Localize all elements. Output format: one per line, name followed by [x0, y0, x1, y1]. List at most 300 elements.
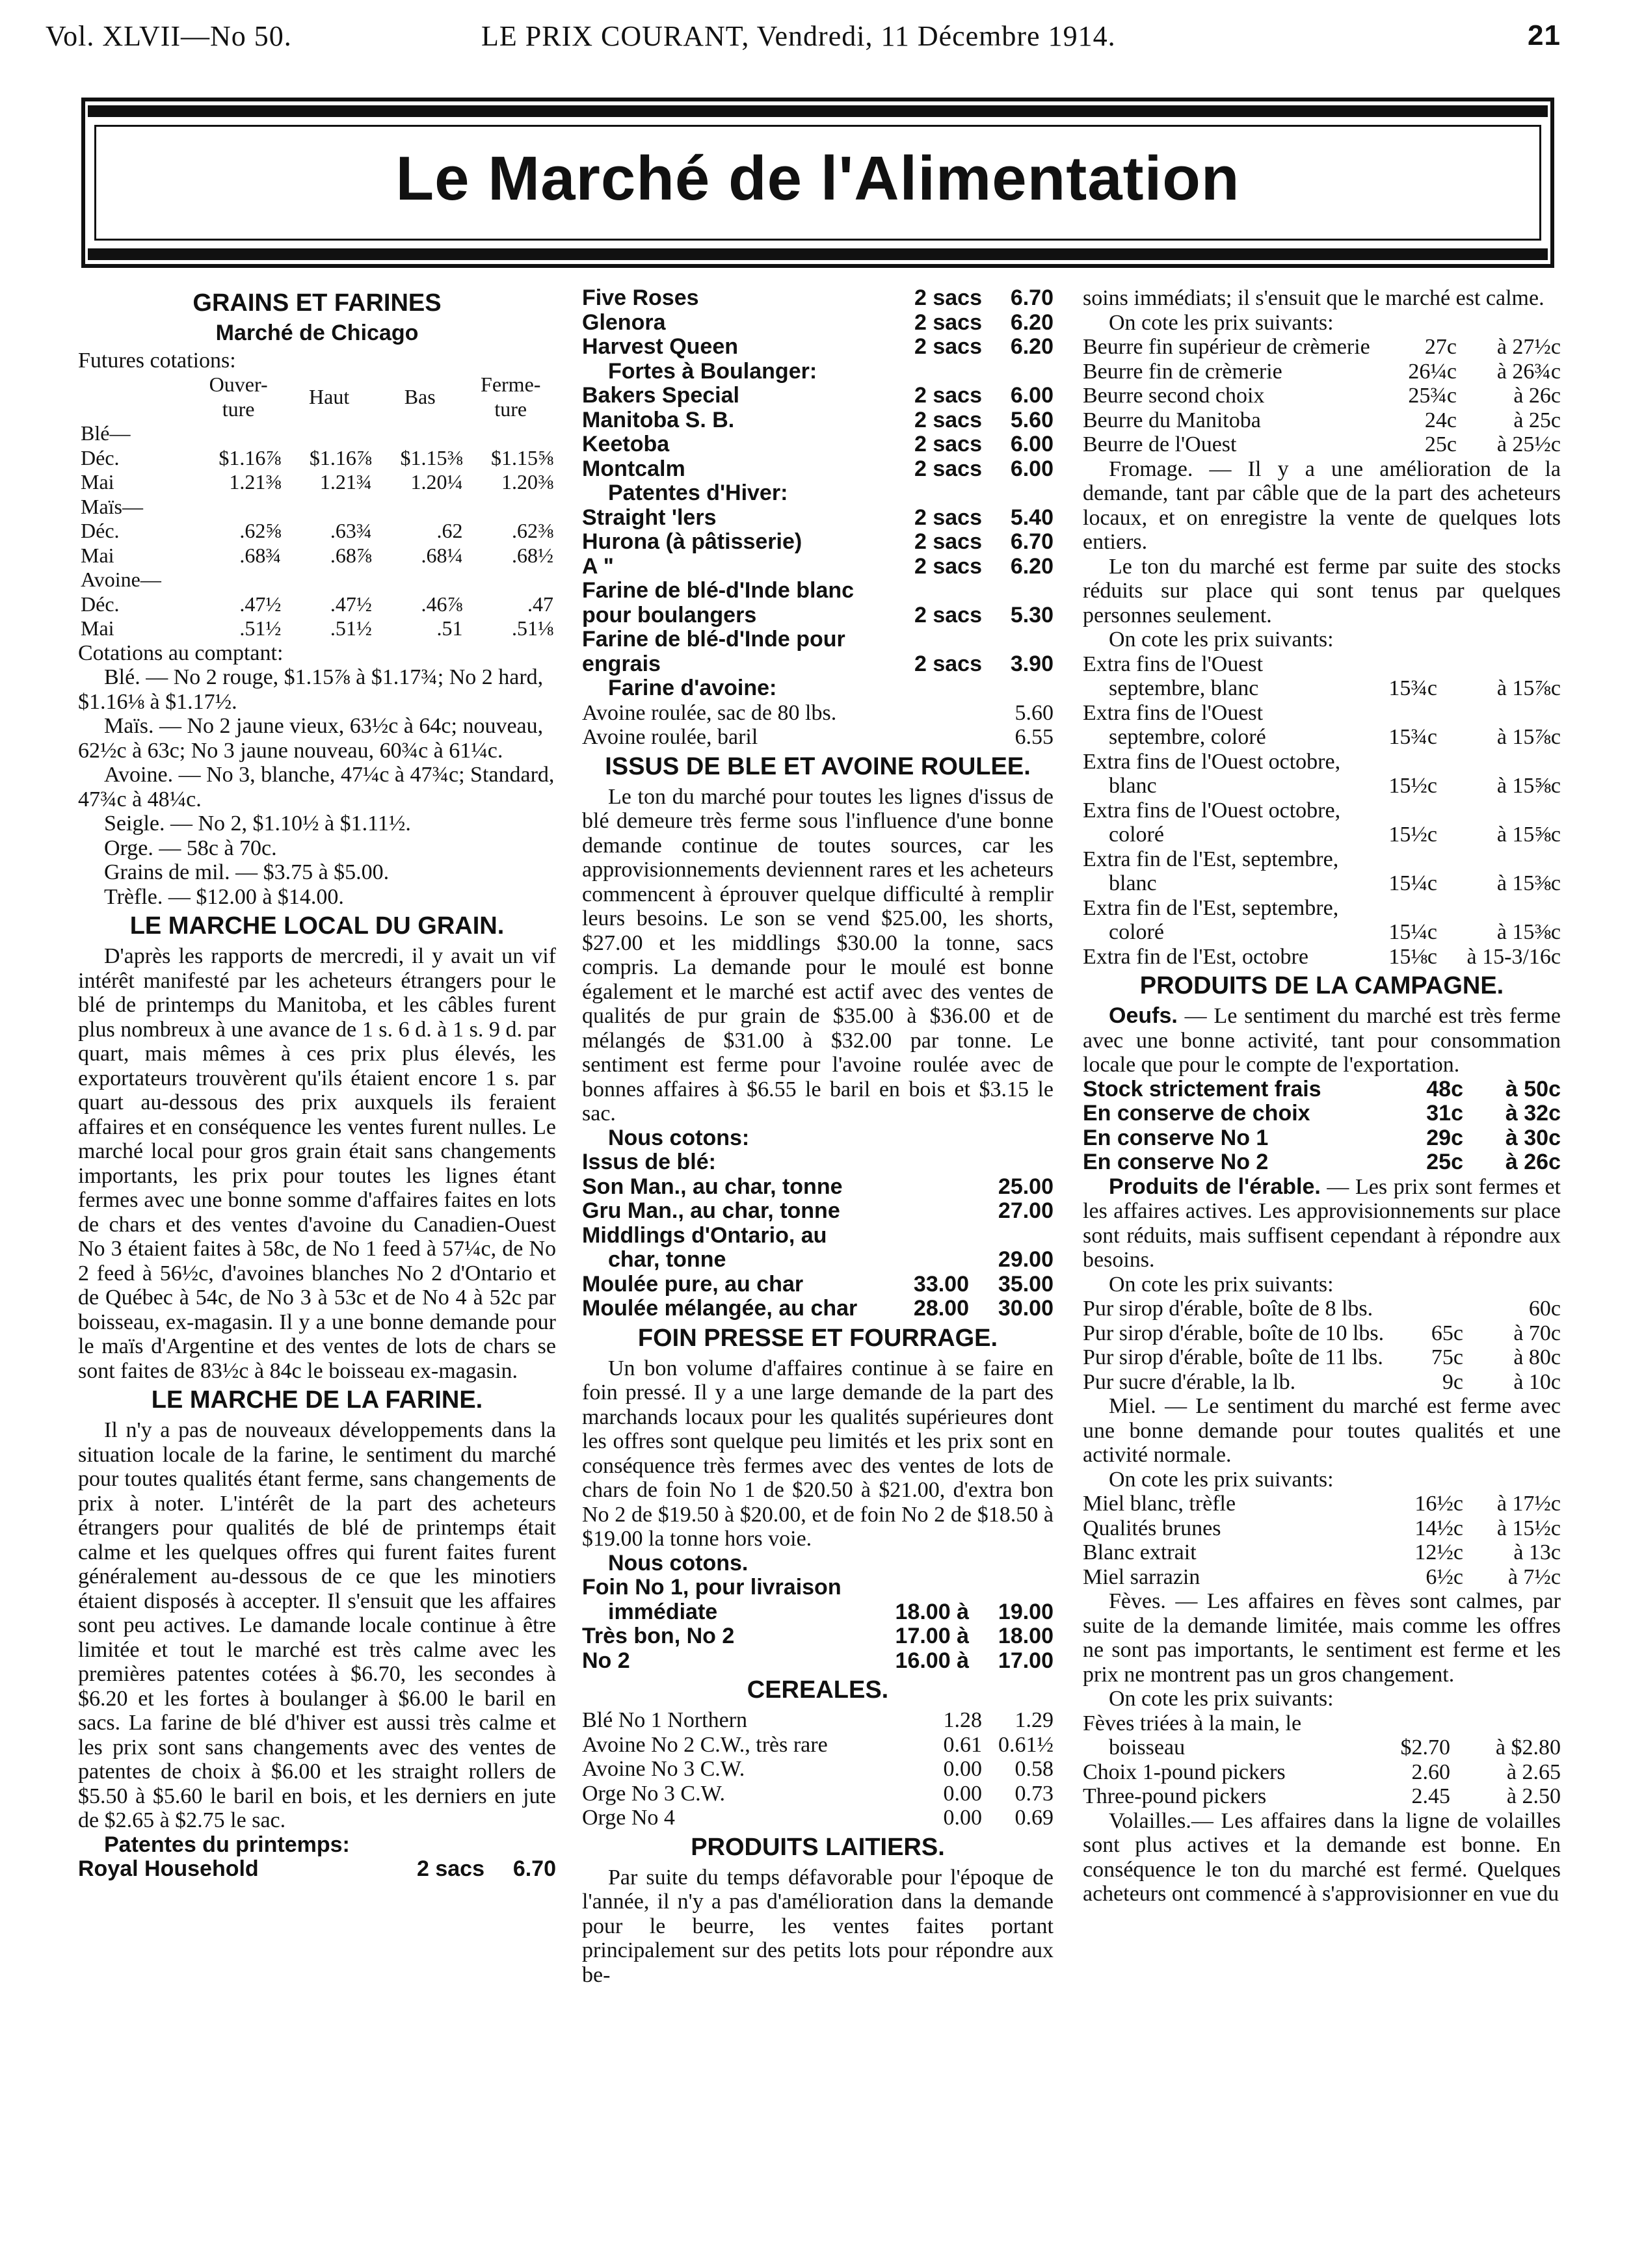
item-value-high: à 80c — [1513, 1345, 1561, 1369]
comptant-label: Cotations au comptant: — [78, 640, 284, 665]
item-name: Choix 1-pound pickers — [1083, 1760, 1286, 1784]
issus-text: Le ton du marché pour toutes les lignes d'issus de blé demeure très ferme sous l'influence d'une bonne demande continue de toutes sources, car les approvisionnements deviennent rares et les acheteurs commencent à éprouver quelque difficulté à remplir leurs besoins. Le son se vend $25.00, les shorts, $27.00 et les middlings $30.00 la tonne, sacs compris. La demande pour le moulé est bonne également et le marché est actif avec des ventes de qualités de pur grain de $35.00 à $36.00 et de mélangés de $31.00 à $32.00 par tonne. Le sentiment est ferme pour l'avoine roulée avec de bonnes affaires à $6.55 le baril en bois et $3.15 le sac. — [582, 784, 1054, 1126]
futures-table — [78, 373, 556, 641]
price-row — [1083, 945, 1561, 969]
column-1 — [78, 286, 556, 1882]
miel-text: Miel. — Le sentiment du marché est ferme avec une bonne demande pour toutes qualités et une activité normale. — [1083, 1394, 1561, 1467]
item-name: Avoine roulée, sac de 80 lbs. — [582, 700, 837, 725]
comptant-line: Blé. — No 2 rouge, $1.15⅞ à $1.17¾; No 2 hard, $1.16⅛ à $1.17½. — [78, 665, 544, 714]
item-unit: 2 sacs — [914, 407, 982, 432]
item-name: Moulée mélangée, au char — [582, 1297, 858, 1321]
item-name: Extra fins de l'Ouest septembre, coloré — [1083, 700, 1266, 749]
price-row — [582, 1272, 1054, 1297]
futures-cell: .62⅜ — [512, 519, 553, 542]
erable-label: Produits de l'érable. — [1109, 1174, 1321, 1199]
item-value-low: 0.00 — [943, 1757, 982, 1781]
item-value-high: à 25½c — [1496, 432, 1561, 456]
laitiers-text: Par suite du temps défavorable pour l'époque de l'année, il n'y a pas d'amélioration dans la demande pour le beurre, les ventes faites portant principalement sur des petits lots pour répondre aux be- — [582, 1865, 1054, 1987]
price-row — [1083, 750, 1561, 798]
price-row — [582, 1782, 1054, 1806]
foin-list — [582, 1576, 1054, 1673]
item-unit: 2 sacs — [914, 432, 982, 456]
futures-header-cell — [78, 373, 193, 421]
item-name: Moulée pure, au char — [582, 1272, 804, 1297]
futures-cell: .47 — [527, 592, 553, 616]
item-unit: 2 sacs — [914, 553, 982, 579]
item-name: Foin No 1, pour livraison immédiate — [582, 1576, 842, 1624]
cote-label-4: On cote les prix suivants: — [1109, 1467, 1334, 1492]
banner-bottom-rule — [88, 248, 1548, 260]
item-value-high: à 15⅜c — [1496, 920, 1561, 944]
price-row — [582, 432, 1054, 457]
futures-cell: 1.21¾ — [319, 470, 372, 494]
issus-list — [582, 1175, 1054, 1321]
futures-cell — [193, 568, 284, 592]
futures-header-cell: Ferme- ture — [481, 373, 541, 421]
fromage-list — [1083, 652, 1561, 969]
futures-cell: 1.20⅜ — [501, 470, 553, 494]
item-value-low: 6½c — [1425, 1564, 1463, 1589]
item-name: Extra fin de l'Est, septembre, coloré — [1083, 895, 1339, 944]
comptant-line: Avoine. — No 3, blanche, 47¼c à 47¾c; Standard, 47¾c à 48¼c. — [78, 763, 555, 811]
item-name: Beurre de l'Ouest — [1083, 432, 1237, 456]
price-row — [582, 1649, 1054, 1674]
banner-title: Le Marché de l'Alimentation — [395, 144, 1240, 213]
item-unit: 2 sacs — [914, 602, 982, 627]
running-header — [46, 20, 1561, 59]
price-row — [582, 1576, 1054, 1624]
futures-row — [78, 495, 556, 520]
item-value-high: à $2.80 — [1495, 1735, 1561, 1760]
futures-cell: Mai — [81, 470, 114, 494]
price-row — [582, 1199, 1054, 1224]
grains-title: GRAINS ET FARINES — [192, 289, 442, 317]
item-name: Three-pound pickers — [1083, 1784, 1267, 1808]
miel-list — [1083, 1492, 1561, 1589]
price-row — [1083, 1565, 1561, 1590]
item-value-high: à 32c — [1505, 1101, 1561, 1126]
item-name: Miel blanc, trèfle — [1083, 1492, 1236, 1516]
item-value-low: 26¼c — [1408, 359, 1457, 384]
item-value-low: 0.00 — [943, 1806, 982, 1830]
item-name: Fèves triées à la main, le boisseau — [1083, 1711, 1302, 1760]
item-value-high: 30.00 — [998, 1296, 1054, 1321]
item-value-high: à 26¾c — [1496, 359, 1561, 384]
item-value-high: à 10c — [1513, 1369, 1561, 1394]
item-value-high: 0.73 — [1014, 1781, 1054, 1806]
futures-cell: Déc. — [81, 519, 120, 542]
avoine-label: Farine d'avoine: — [608, 676, 777, 700]
futures-cell: .51½ — [330, 616, 372, 640]
price-row — [1083, 701, 1561, 750]
item-value-low: 16½c — [1414, 1492, 1463, 1516]
item-unit: 2 sacs — [914, 651, 982, 676]
futures-cell — [465, 568, 556, 592]
item-value-low: 48c — [1426, 1076, 1463, 1101]
futures-row — [78, 568, 556, 592]
comptant-line: Trèfle. — $12.00 à $14.00. — [104, 884, 344, 909]
hiver-label: Patentes d'Hiver: — [608, 481, 788, 505]
futures-cell — [284, 421, 375, 446]
item-unit: 2 sacs — [914, 505, 982, 530]
item-value-high: à 15⅝c — [1496, 823, 1561, 847]
item-value-high: 17.00 — [998, 1648, 1054, 1673]
price-row — [582, 1624, 1054, 1649]
item-name: Royal Household — [78, 1857, 259, 1881]
price-row — [582, 1297, 1054, 1321]
item-name: Beurre fin de crèmerie — [1083, 359, 1282, 384]
futures-cell: .47½ — [330, 592, 372, 616]
item-name: Pur sirop d'érable, boîte de 8 lbs. — [1083, 1297, 1373, 1321]
price-row — [1083, 335, 1561, 360]
futures-row — [78, 421, 556, 446]
futures-cell: $1.16⅞ — [219, 445, 282, 469]
comptant-line: Maïs. — No 2 jaune vieux, 63½c à 64c; nouveau, 62½c à 63c; No 3 jaune nouveau, 60¾c à 61¼c. — [78, 714, 544, 763]
item-value-low: 25¾c — [1408, 384, 1457, 408]
fromage-text-2: Le ton du marché est ferme par suite des stocks réduits sur place qui sont tenus par quelques personnes seulement. — [1083, 554, 1561, 627]
item-value-low: 33.00 — [913, 1271, 969, 1297]
item-value-high: à 15⅝c — [1496, 774, 1561, 798]
item-value-high: 1.29 — [1014, 1708, 1054, 1732]
futures-label: Futures cotations: — [78, 348, 236, 373]
price-row — [582, 1733, 1054, 1758]
foin-title: FOIN PRESSE ET FOURRAGE. — [637, 1324, 998, 1352]
comptant-list — [78, 665, 556, 909]
futures-cell: .51⅛ — [512, 616, 553, 640]
item-name: Straight 'lers — [582, 505, 717, 530]
item-value-high: 0.61½ — [998, 1732, 1054, 1757]
flour-list-a — [582, 286, 1054, 360]
item-value-low: 16.00 à — [895, 1648, 969, 1673]
oeufs-label: Oeufs. — [1109, 1003, 1178, 1028]
price-row — [1083, 1126, 1561, 1151]
futures-cell — [375, 421, 466, 446]
price-row — [1083, 896, 1561, 945]
issus-label: Issus de blé: — [582, 1150, 716, 1174]
item-value-low: 25c — [1426, 1150, 1463, 1174]
campagne-title: PRODUITS DE LA CAMPAGNE. — [1139, 972, 1504, 999]
price-row — [1083, 1077, 1561, 1102]
oeufs-text: — Le sentiment du marché est très ferme avec une bonne activité, tant pour consommation locale que pour le compte de l'exportation. — [1083, 1004, 1561, 1077]
column-2 — [582, 286, 1054, 1987]
cereales-title: CEREALES. — [747, 1676, 889, 1704]
item-value-low: 15¼c — [1388, 871, 1437, 895]
item-value-low: 25c — [1424, 432, 1457, 456]
item-value-high: à 17½c — [1496, 1492, 1561, 1516]
item-name: Hurona (à pâtisserie) — [582, 530, 802, 554]
avoine-list — [582, 701, 1054, 750]
item-value-low: 17.00 à — [895, 1624, 969, 1648]
item-value-low: 15½c — [1388, 823, 1437, 847]
price-row — [582, 1757, 1054, 1782]
item-name: Très bon, No 2 — [582, 1624, 735, 1648]
item-name: Beurre du Manitoba — [1083, 408, 1261, 432]
price-row — [1083, 1784, 1561, 1809]
futures-cell — [193, 495, 284, 520]
item-value-high: à 15⅞c — [1496, 725, 1561, 749]
price-row — [582, 457, 1054, 482]
futures-cell — [375, 495, 466, 520]
price-row — [1083, 652, 1561, 701]
erable-list — [1083, 1297, 1561, 1394]
item-name: Extra fins de l'Ouest septembre, blanc — [1083, 652, 1264, 700]
item-name: Gru Man., au char, tonne — [582, 1199, 840, 1223]
item-name: Extra fin de l'Est, octobre — [1083, 944, 1308, 969]
item-name: Blé No 1 Northern — [582, 1708, 748, 1732]
price-row — [1083, 1297, 1561, 1321]
erable-paragraph — [1083, 1175, 1561, 1272]
futures-cell: Déc. — [81, 592, 120, 616]
local-grain-text: D'après les rapports de mercredi, il y avait un vif intérêt manifesté par les acheteurs étrangers pour le blé de printemps du Manitoba, et les câbles furent plus nombreux à une avance de 1 s. 6 d. à 1 s. 9 d. par quart, mais mêmes à ces prix plus élevés, les exportateurs trouvèrent qu'ils étaient encore 1 s. par quart au-dessous des prix auxquels ils feraient affaires et en conséquence les ventes furent nulles. Le marché local pour gros grain était sans changements importants, les prix pour toutes les lignes étant fermes avec une bonne somme d'affaires faites en lots de chars et des ventes d'avoine du Canadien-Ouest No 3 étaient faites à 58c, de No 1 feed à 57¼c, de No 2 feed à 56½c, d'avoines blanches No 2 d'Ontario et de Québec à 54c, de No 3 à 53c et de No 4 à 52c par boisseau, ex-magasin. Il y a une bonne demande pour le maïs d'Argentine et des ventes de lots de chars se sont faites de 83½c à 84c le boisseau ex-magasin. — [78, 944, 556, 1383]
item-name: Beurre fin supérieur de crèmerie — [1083, 335, 1370, 359]
beurre-intro-text: soins immédiats; il s'ensuit que le marché est calme. — [1083, 286, 1545, 310]
price-row — [1083, 1321, 1561, 1346]
futures-header-cell: Haut — [309, 384, 350, 408]
item-value-low: 28.00 — [913, 1296, 969, 1321]
item-price: 5.60 — [1010, 407, 1054, 432]
beurre-list — [1083, 335, 1561, 457]
price-row — [582, 384, 1054, 408]
price-row — [582, 1224, 1054, 1272]
item-value-high: à 15⅞c — [1496, 676, 1561, 700]
price-row — [1083, 432, 1561, 457]
price-row — [1083, 360, 1561, 384]
futures-row — [78, 446, 556, 471]
futures-cell: Déc. — [81, 445, 120, 469]
item-price: 5.30 — [1010, 602, 1054, 627]
item-name: En conserve No 1 — [1083, 1126, 1269, 1150]
futures-row — [78, 470, 556, 495]
item-price: 6.00 — [1010, 432, 1054, 456]
item-name: Bakers Special — [582, 384, 739, 408]
item-value-high: à 15-3/16c — [1466, 944, 1561, 969]
farine-text: Il n'y a pas de nouveaux développements dans la situation locale de la farine, le sentiment du marché pour toutes qualités étant ferme, sans changements de prix à noter. L'intérêt de la part des acheteurs étrangers pour qualités de blé de printemps était calme et les quelques offres qui furent faites furent généralement au-dessous de ce que les minotiers étaient disposés à accepter. Il s'ensuit que les affaires sont peu actives. Le damande locale continue à être limitée et tout le marché est très calme avec les premières patentes cotées à $6.70, les secondes à $6.20 et les fortes à boulanger à $6.00 le baril en sacs. La farine de blé d'hiver est aussi très calme et les prix sont sans changements avec des ventes de patentes de choix à $6.00 et les straight rollers de $5.50 à $5.60 le baril en bois, et les derniers en jute de $2.65 à $2.75 le sac. — [78, 1418, 556, 1832]
item-name: Avoine No 2 C.W., très rare — [582, 1732, 828, 1757]
price-row — [1083, 1345, 1561, 1370]
price-row — [582, 1708, 1054, 1733]
journal-title-date: LE PRIX COURANT, Vendredi, 11 Décembre 1914. — [481, 20, 1116, 52]
item-name: Farine de blé-d'Inde pour engrais — [582, 627, 845, 676]
item-value-high: à 26c — [1513, 384, 1561, 408]
fortes-label: Fortes à Boulanger: — [608, 358, 817, 384]
oeufs-paragraph — [1083, 1004, 1561, 1077]
feves-text: Fèves. — Les affaires en fèves sont calmes, par suite de la demande limitée, mais comme les offres ne sont pas importants, le sentiment est ferme et les prix ne montrent pas un gros changement. — [1083, 1589, 1561, 1687]
futures-cell: .63¾ — [330, 519, 372, 542]
price-row — [582, 1806, 1054, 1830]
laitiers-title: PRODUITS LAITIERS. — [691, 1833, 945, 1861]
item-value-high: à 2.65 — [1506, 1760, 1561, 1784]
price-row — [1083, 1760, 1561, 1785]
futures-cell: Blé— — [81, 421, 131, 445]
item-value-high: 35.00 — [998, 1271, 1054, 1297]
futures-row — [78, 544, 556, 568]
futures-cell — [465, 495, 556, 520]
volailles-text: Volailles.— Les affaires dans la ligne de volailles sont plus actives et la demande est bonne. En conséquence le ton du marché est fermé. Quelques acheteurs ont commencé à s'approvisionner en vue du — [1083, 1808, 1561, 1906]
item-name: Farine de blé-d'Inde blanc pour boulangers — [582, 579, 855, 627]
flour-list-b — [582, 384, 1054, 481]
futures-cell: 1.20¼ — [410, 470, 463, 494]
nous-cotons-label-2: Nous cotons. — [608, 1550, 749, 1576]
volume-number: Vol. XLVII—No 50. — [46, 20, 292, 52]
item-name: Extra fin de l'Est, septembre, blanc — [1083, 847, 1339, 895]
item-price: 5.60 — [1014, 700, 1054, 725]
price-row — [582, 1175, 1054, 1200]
futures-cell: $1.15⅜ — [400, 445, 463, 469]
futures-cell — [465, 421, 556, 446]
item-value-high: à 15½c — [1496, 1516, 1561, 1540]
item-value-low: 2.45 — [1411, 1784, 1450, 1808]
item-name: No 2 — [582, 1648, 630, 1673]
item-name: Keetoba — [582, 432, 670, 456]
price-row — [582, 335, 1054, 360]
cereales-list — [582, 1708, 1054, 1830]
item-value-low: 15¼c — [1388, 920, 1437, 944]
price-row — [582, 725, 1054, 750]
futures-row — [78, 616, 556, 641]
futures-cell: Maïs— — [81, 494, 143, 518]
item-value-low: 14½c — [1414, 1516, 1463, 1540]
erable-text: — Les prix sont fermes et les affaires actives. Les approvisionnements sur place sont réduits, mais suffisent cependant à répondre aux besoins. — [1083, 1174, 1561, 1272]
price-row — [1083, 1150, 1561, 1175]
item-unit: 2 sacs — [914, 383, 982, 408]
item-name: Extra fins de l'Ouest octobre, coloré — [1083, 798, 1341, 847]
futures-row — [78, 519, 556, 544]
farine-title: LE MARCHE DE LA FARINE. — [151, 1386, 483, 1414]
futures-cell — [284, 568, 375, 592]
page-number: 21 — [1528, 20, 1561, 51]
item-value-low: 15½c — [1388, 774, 1437, 798]
futures-cell: $1.15⅝ — [491, 445, 553, 469]
comptant-line: Grains de mil. — $3.75 à $5.00. — [104, 860, 390, 884]
column-3 — [1083, 286, 1561, 1906]
item-value-high: à 2.50 — [1506, 1784, 1561, 1808]
section-banner — [81, 98, 1554, 268]
item-value-low: 15¾c — [1388, 725, 1437, 749]
item-unit: 2 sacs — [914, 310, 982, 335]
item-price: 5.40 — [1010, 505, 1054, 530]
fromage-text: Fromage. — Il y a une amélioration de la demande, tant par câble que de la part des acheteurs locaux, et on enregistre la vente de quelques lots entiers. — [1083, 456, 1561, 554]
item-unit: 2 sacs — [914, 334, 982, 359]
item-price: 3.90 — [1010, 651, 1054, 676]
item-value-high: à 30c — [1505, 1125, 1561, 1150]
item-name: Orge No 4 — [582, 1806, 675, 1830]
item-value-low: 0.00 — [943, 1781, 982, 1806]
item-name: Montcalm — [582, 456, 685, 481]
item-name: A " — [582, 554, 614, 579]
futures-cell: .68¼ — [421, 543, 463, 567]
banner-top-rule — [88, 105, 1548, 117]
item-name: Orge No 3 C.W. — [582, 1781, 726, 1806]
item-name: Middlings d'Ontario, au char, tonne — [582, 1223, 827, 1272]
item-value-low: 27c — [1424, 335, 1457, 359]
price-row — [1083, 384, 1561, 408]
printemps-label: Patentes du printemps: — [104, 1832, 350, 1857]
item-value-high: 0.58 — [1014, 1757, 1054, 1781]
item-name: Avoine roulée, baril — [582, 725, 758, 749]
item-name: Pur sucre d'érable, la lb. — [1083, 1369, 1296, 1394]
futures-cell: .47½ — [239, 592, 282, 616]
feves-list — [1083, 1711, 1561, 1809]
price-row — [1083, 1540, 1561, 1565]
item-name: Manitoba S. B. — [582, 408, 735, 432]
futures-cell: .51 — [436, 616, 463, 640]
item-price: 6.70 — [1010, 529, 1054, 554]
price-row — [582, 579, 1054, 627]
price-row — [582, 506, 1054, 531]
item-name: Stock strictement frais — [1083, 1077, 1321, 1101]
item-value-high: à 50c — [1505, 1076, 1561, 1101]
futures-cell: 1.21⅜ — [229, 470, 282, 494]
comptant-line: Seigle. — No 2, $1.10½ à $1.11½. — [104, 811, 411, 836]
price-row — [582, 555, 1054, 579]
item-value-high: 0.69 — [1014, 1806, 1054, 1830]
price-row — [582, 530, 1054, 555]
flour-list-c — [582, 506, 1054, 677]
price-row — [1083, 798, 1561, 847]
item-name: Miel sarrazin — [1083, 1564, 1200, 1589]
item-value-low: 0.61 — [943, 1732, 982, 1757]
item-value-low: 29c — [1426, 1125, 1463, 1150]
item-name: Harvest Queen — [582, 335, 738, 359]
futures-cell: .62⅝ — [239, 519, 282, 542]
item-value-high: 27.00 — [998, 1198, 1054, 1223]
futures-cell: .68¾ — [239, 543, 282, 567]
price-row — [78, 1857, 556, 1882]
item-value-high: à 7½c — [1507, 1564, 1561, 1589]
futures-cell: Mai — [81, 543, 114, 567]
item-value-high: à 27½c — [1496, 335, 1561, 359]
item-value-high: à 25c — [1513, 408, 1561, 432]
cote-label-5: On cote les prix suivants: — [1109, 1687, 1334, 1711]
item-value-low: 15⅛c — [1388, 944, 1437, 969]
item-name: Blanc extrait — [1083, 1540, 1197, 1564]
item-value-low: 12½c — [1414, 1540, 1463, 1564]
price-row — [582, 627, 1054, 676]
item-price: 6.20 — [1010, 553, 1054, 579]
price-row — [1083, 847, 1561, 896]
item-price: 6.20 — [1010, 334, 1054, 359]
price-row — [582, 311, 1054, 336]
futures-cell: .46⅞ — [421, 592, 463, 616]
item-name: Pur sirop d'érable, boîte de 11 lbs. — [1083, 1345, 1383, 1369]
item-name: Five Roses — [582, 286, 699, 310]
futures-cell: Avoine— — [81, 568, 161, 591]
price-row — [1083, 1492, 1561, 1516]
futures-cell — [375, 568, 466, 592]
comptant-line: Orge. — 58c à 70c. — [104, 836, 277, 860]
futures-cell: .68⅞ — [330, 543, 372, 567]
item-value-low: 1.28 — [943, 1708, 982, 1732]
futures-cell — [284, 495, 375, 520]
item-name: Pur sirop d'érable, boîte de 10 lbs. — [1083, 1321, 1385, 1345]
futures-row — [78, 592, 556, 617]
nous-cotons-label: Nous cotons: — [608, 1125, 750, 1150]
price-row — [582, 701, 1054, 726]
futures-cell: .62 — [436, 519, 463, 542]
price-row — [1083, 1711, 1561, 1760]
item-name: En conserve No 2 — [1083, 1150, 1269, 1174]
item-value-low: 24c — [1424, 408, 1457, 432]
price-row — [1083, 1101, 1561, 1126]
item-name: Glenora — [582, 310, 666, 335]
item-price: 6.00 — [1010, 383, 1054, 408]
item-value-low: 31c — [1426, 1101, 1463, 1126]
futures-cell: .68½ — [512, 543, 553, 567]
item-price: 6.70 — [1010, 285, 1054, 310]
item-value-low: 15¾c — [1388, 676, 1437, 700]
item-value-high: à 70c — [1513, 1321, 1561, 1345]
item-value-low: 18.00 à — [895, 1599, 969, 1624]
